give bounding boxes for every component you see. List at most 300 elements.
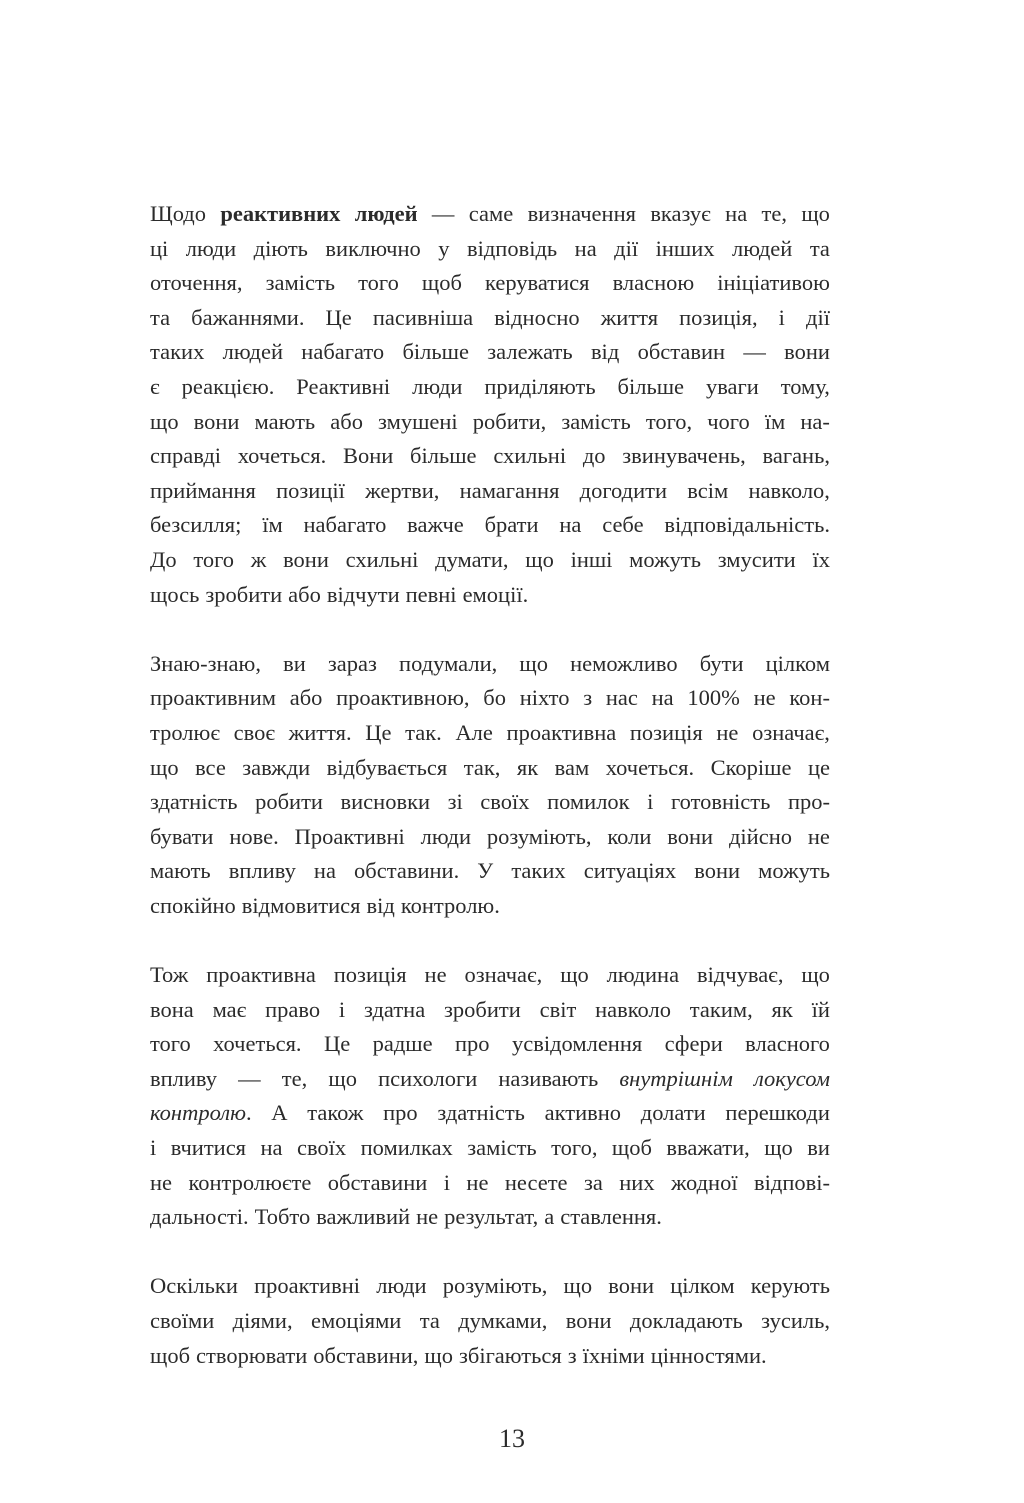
word	[283, 543, 329, 578]
word	[171, 1131, 246, 1166]
text-run: вони	[565, 1308, 612, 1333]
word	[487, 820, 592, 855]
word	[328, 1166, 428, 1201]
text-run: за	[583, 1169, 603, 1195]
word	[725, 1096, 829, 1131]
word	[150, 958, 188, 993]
text-run: контролю.	[400, 892, 500, 918]
text-run: оточення,	[150, 270, 243, 296]
text-line	[150, 820, 830, 855]
word	[365, 716, 391, 751]
text-run: Це	[323, 1031, 351, 1057]
word	[150, 197, 206, 232]
text-run: не	[466, 1169, 489, 1195]
word	[619, 1062, 732, 1097]
word	[505, 1166, 568, 1201]
word	[551, 1131, 597, 1166]
text-line	[150, 716, 830, 751]
word	[339, 993, 345, 1028]
text-run: таких	[150, 339, 205, 365]
text-line	[150, 197, 830, 232]
word	[444, 993, 521, 1028]
text-run: Оскільки	[150, 1273, 238, 1299]
word	[260, 1131, 282, 1166]
text-run: вчитися	[170, 1135, 247, 1161]
text-run: Скоріше	[710, 754, 792, 780]
word	[455, 1027, 490, 1062]
word	[743, 335, 766, 370]
text-run: вона	[150, 996, 194, 1022]
word	[745, 1027, 830, 1062]
text-run: та	[419, 1308, 440, 1333]
paragraph	[150, 647, 830, 924]
text-run: виключно	[325, 235, 421, 261]
word	[752, 716, 830, 751]
text-run: своє	[233, 719, 276, 745]
text-run: бувати	[150, 823, 214, 849]
text-line	[150, 785, 830, 820]
word	[664, 508, 830, 543]
word	[254, 232, 308, 267]
word	[560, 958, 589, 993]
word	[641, 1096, 706, 1131]
word	[213, 993, 247, 1028]
text-run: що	[150, 408, 179, 434]
text-run: долати	[640, 1100, 706, 1126]
paragraph	[150, 197, 830, 612]
word	[266, 266, 335, 301]
text-run: діями,	[232, 1308, 293, 1333]
word	[545, 1096, 621, 1131]
text-run: 100%	[687, 685, 740, 711]
text-run: таким,	[689, 996, 753, 1022]
text-run: здатність	[150, 789, 238, 815]
text-run: що	[424, 1342, 453, 1368]
word	[435, 543, 508, 578]
text-run: про-	[787, 789, 830, 815]
word	[364, 993, 425, 1028]
text-run: на	[574, 235, 597, 261]
word	[670, 1269, 734, 1304]
text-run: вони	[608, 1273, 655, 1299]
word	[498, 1062, 598, 1097]
word	[242, 751, 310, 786]
text-line	[150, 1269, 830, 1304]
text-run: що	[150, 754, 179, 780]
text-run: пасивніша	[372, 304, 474, 330]
word	[365, 474, 439, 509]
text-run: люди	[376, 1273, 427, 1299]
word	[255, 785, 323, 820]
word	[150, 993, 194, 1028]
text-run: власною	[612, 270, 695, 296]
text-run: намагання	[459, 477, 560, 503]
text-line	[150, 1062, 830, 1097]
text-run: зараз	[327, 650, 377, 676]
word	[584, 1166, 603, 1201]
text-run: більше	[410, 443, 477, 469]
text-run: не	[716, 719, 739, 745]
word	[416, 1200, 438, 1235]
text-run: на-	[800, 408, 830, 434]
text-line	[150, 578, 830, 613]
text-run: можуть	[758, 858, 830, 884]
text-run: —	[743, 339, 766, 365]
text-run: щоб	[611, 1135, 652, 1161]
word	[401, 889, 500, 924]
word	[716, 716, 738, 751]
word	[761, 1304, 830, 1339]
text-run: вказує	[650, 201, 711, 226]
word	[812, 543, 830, 578]
word	[467, 232, 557, 267]
text-run: спокійно	[150, 892, 236, 918]
word	[555, 751, 590, 786]
word	[607, 820, 651, 855]
text-run: того	[193, 546, 235, 572]
word	[629, 543, 701, 578]
text-run: людей	[222, 339, 283, 365]
text-run: відчуває,	[696, 962, 784, 988]
text-run: власного	[745, 1031, 830, 1057]
text-run: чого	[707, 408, 750, 434]
text-run: їм	[764, 408, 786, 434]
word	[254, 1269, 360, 1304]
word	[807, 1131, 830, 1166]
text-run: Реактивні	[296, 373, 391, 399]
word	[238, 1062, 261, 1097]
word	[150, 1304, 214, 1339]
text-line	[150, 508, 830, 543]
word	[732, 232, 792, 267]
word	[205, 578, 282, 613]
word	[584, 854, 676, 889]
word	[754, 1062, 830, 1097]
text-run: створювати	[196, 1342, 308, 1368]
word	[666, 1131, 749, 1166]
text-run: того,	[551, 1135, 598, 1161]
text-run: і	[778, 304, 785, 330]
word	[361, 1131, 453, 1166]
text-run: важливий	[316, 1204, 411, 1230]
text-run: і	[338, 996, 346, 1022]
text-run: докладають	[629, 1308, 743, 1333]
word	[801, 197, 830, 232]
text-line	[150, 681, 830, 716]
word	[517, 751, 538, 786]
word	[800, 405, 830, 440]
text-run: відпові-	[754, 1169, 830, 1195]
word	[283, 647, 306, 682]
word	[383, 1096, 418, 1131]
text-run: на	[559, 512, 582, 538]
text-run: на	[260, 1135, 283, 1161]
word	[612, 1131, 652, 1166]
text-run: що	[525, 546, 554, 572]
word	[568, 1339, 577, 1374]
word	[477, 854, 493, 889]
word	[467, 1131, 536, 1166]
word	[328, 1062, 357, 1097]
word	[788, 785, 830, 820]
text-run: замість	[265, 270, 336, 296]
text-run: і	[443, 1169, 450, 1195]
word	[182, 370, 275, 405]
text-run: так,	[463, 754, 501, 780]
text-run: Це	[365, 719, 392, 745]
word	[764, 1131, 793, 1166]
text-run: з	[567, 1342, 577, 1368]
word	[150, 1027, 191, 1062]
text-run: приймання	[150, 477, 256, 503]
text-run: висновки	[340, 789, 431, 815]
word	[336, 681, 469, 716]
word	[544, 1200, 554, 1235]
text-run: набагато	[303, 512, 387, 538]
text-run: мають	[150, 858, 211, 884]
text-run: щоб	[150, 1342, 191, 1368]
word	[150, 751, 179, 786]
word	[188, 1166, 311, 1201]
word	[233, 1304, 293, 1339]
word	[251, 543, 267, 578]
paragraph	[150, 1269, 830, 1373]
text-run: все	[195, 754, 226, 780]
text-run: як	[516, 754, 539, 780]
text-line	[150, 1166, 830, 1201]
text-line	[150, 751, 830, 786]
text-run: що	[563, 1273, 593, 1299]
text-run: замість	[467, 1135, 537, 1161]
word	[751, 1269, 830, 1304]
word	[789, 681, 830, 716]
text-run: До	[150, 546, 177, 572]
word	[311, 1304, 401, 1339]
text-run: що	[801, 201, 830, 226]
word	[754, 1166, 830, 1201]
text-run: керують	[750, 1273, 830, 1299]
word	[511, 854, 565, 889]
word	[460, 474, 560, 509]
italic-term: локусом	[753, 1065, 830, 1091]
word	[399, 647, 497, 682]
word	[354, 854, 459, 889]
text-run: психологи	[378, 1065, 478, 1091]
text-run: емоції.	[462, 581, 529, 607]
word	[150, 854, 211, 889]
text-line	[150, 1200, 830, 1235]
text-run: помилках	[360, 1135, 453, 1161]
word	[420, 1304, 440, 1339]
text-run: щось	[150, 581, 200, 607]
word	[606, 751, 694, 786]
text-run: вони	[784, 339, 830, 365]
word	[455, 716, 492, 751]
text-run: люди	[412, 373, 463, 399]
text-run: проактивною,	[336, 685, 470, 711]
word	[255, 1200, 311, 1235]
word	[469, 197, 513, 232]
word	[444, 1166, 450, 1201]
text-line	[150, 335, 830, 370]
text-run: здатність	[437, 1100, 525, 1126]
bold-term: людей	[354, 201, 418, 226]
word	[754, 681, 776, 716]
text-run: відмовитися	[241, 892, 361, 918]
word	[540, 993, 577, 1028]
text-run: більше	[402, 339, 469, 365]
word	[528, 197, 636, 232]
word	[297, 1131, 346, 1166]
text-run: проактивним	[150, 685, 276, 711]
text-run: вам	[554, 754, 590, 780]
text-line	[150, 854, 830, 889]
word	[424, 1339, 453, 1374]
word	[784, 335, 830, 370]
word	[466, 1166, 488, 1201]
word	[262, 508, 283, 543]
word	[150, 474, 256, 509]
word	[561, 405, 630, 440]
word	[150, 1062, 217, 1097]
word	[607, 958, 679, 993]
text-line	[150, 370, 830, 405]
text-run: діють	[253, 235, 308, 261]
text-run: з	[583, 685, 593, 711]
text-run: готовність	[670, 789, 771, 815]
text-run: або	[289, 685, 323, 711]
word	[463, 578, 529, 613]
word	[781, 370, 830, 405]
text-run: що	[764, 1135, 793, 1161]
text-line	[150, 1096, 830, 1131]
word	[438, 232, 449, 267]
word	[325, 232, 420, 267]
word	[150, 370, 160, 405]
word	[405, 716, 442, 751]
text-run: —	[431, 201, 455, 226]
text-run: робити	[255, 789, 323, 815]
text-run: не	[150, 1169, 173, 1195]
text-run: тому,	[780, 373, 830, 399]
word	[484, 370, 595, 405]
word	[193, 543, 234, 578]
text-run: є	[150, 373, 160, 399]
word	[559, 508, 581, 543]
text-run: набагато	[301, 339, 385, 365]
text-run: цілком	[670, 1273, 735, 1299]
word	[150, 1096, 252, 1131]
text-line	[150, 1304, 830, 1339]
word	[779, 301, 785, 336]
text-run: їй	[811, 996, 830, 1022]
text-run: має	[212, 996, 247, 1022]
word	[150, 543, 177, 578]
word	[758, 854, 830, 889]
text-run: У	[477, 858, 494, 884]
word	[422, 266, 462, 301]
word	[150, 1200, 249, 1235]
text-run: відносно	[494, 304, 580, 330]
text-run: —	[238, 1065, 261, 1091]
text-line	[150, 958, 830, 993]
word	[313, 1339, 418, 1374]
word	[191, 301, 304, 336]
text-run: думати,	[435, 546, 509, 572]
word	[687, 474, 728, 509]
text-run: або	[288, 581, 321, 607]
text-run: те,	[761, 201, 787, 226]
word	[421, 820, 471, 855]
word	[150, 335, 204, 370]
text-run: а	[544, 1204, 555, 1230]
text-run: жертви,	[365, 477, 440, 503]
text-line	[150, 301, 830, 336]
word	[630, 1304, 743, 1339]
word	[150, 716, 220, 751]
text-run: на	[725, 201, 748, 226]
text-run: ці	[150, 235, 169, 261]
text-run: того	[358, 270, 399, 296]
word	[729, 820, 792, 855]
word	[647, 785, 653, 820]
word	[766, 647, 830, 682]
text-run: бо	[483, 685, 506, 711]
text-run: впливу	[228, 858, 296, 884]
text-run: вагань,	[762, 443, 830, 469]
text-line	[150, 474, 830, 509]
text-run: щоб	[421, 270, 462, 296]
text-run: позиція,	[679, 304, 758, 330]
word	[808, 751, 830, 786]
word	[512, 1027, 642, 1062]
word	[334, 958, 407, 993]
text-run: Вони	[342, 443, 394, 469]
word	[343, 439, 393, 474]
text-run: дії	[614, 235, 639, 261]
word	[378, 405, 458, 440]
text-run: ситуаціях	[583, 858, 677, 884]
page-body	[150, 197, 830, 1408]
text-run: навколо,	[748, 477, 830, 503]
word	[583, 1339, 645, 1374]
word	[690, 993, 753, 1028]
word	[290, 681, 323, 716]
text-run: бути	[699, 650, 744, 676]
word	[150, 508, 241, 543]
text-run: певні	[405, 581, 457, 607]
word	[806, 301, 830, 336]
word	[507, 716, 617, 751]
text-run: у	[438, 235, 450, 261]
word	[196, 1339, 307, 1374]
word	[697, 958, 783, 993]
word	[150, 647, 261, 682]
text-run: змусити	[717, 546, 796, 572]
text-run: обставини	[327, 1169, 428, 1195]
text-line	[150, 1339, 830, 1374]
word	[679, 301, 758, 336]
word	[687, 681, 740, 716]
text-run: робити,	[472, 408, 547, 434]
text-run: хочеться.	[213, 1031, 302, 1057]
text-run: результат,	[444, 1204, 539, 1230]
word	[613, 266, 695, 301]
text-run: активно	[544, 1100, 622, 1126]
word	[560, 1200, 662, 1235]
text-run: означає,	[464, 962, 543, 988]
text-run: розуміють,	[442, 1273, 548, 1299]
